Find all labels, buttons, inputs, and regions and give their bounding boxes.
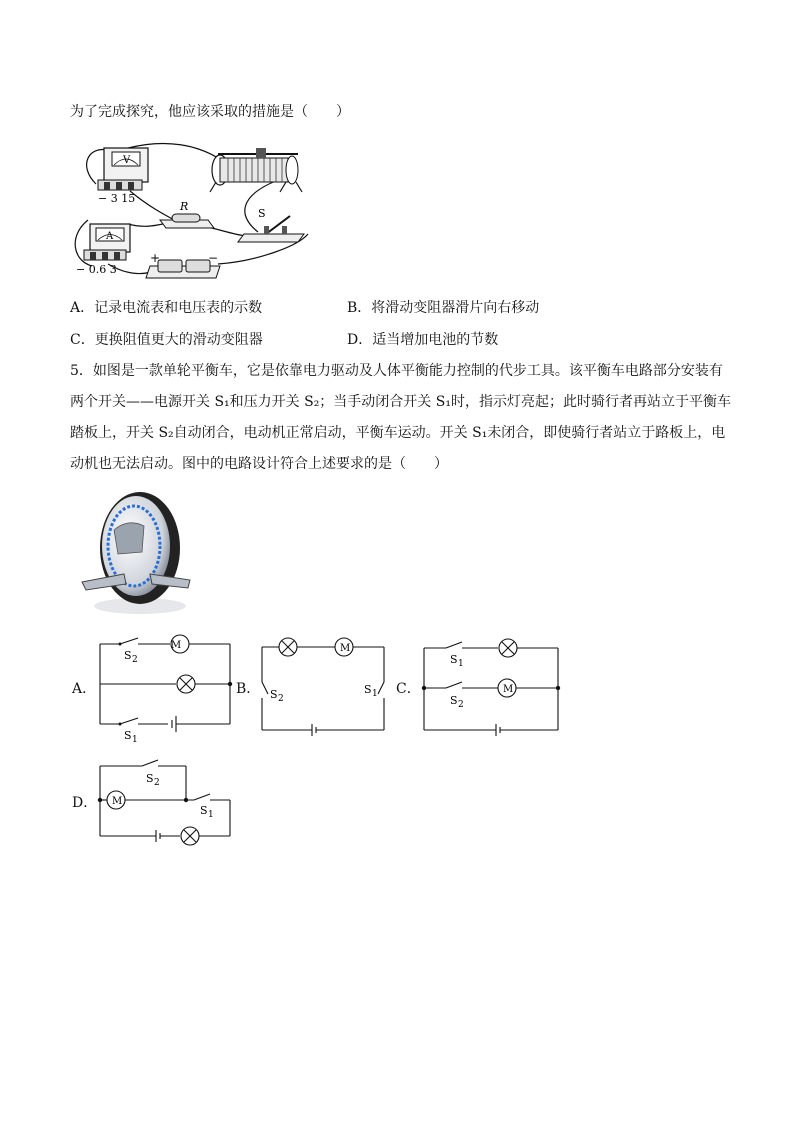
battery-minus: − (208, 251, 219, 265)
circuit-a-letter[interactable]: A． (72, 681, 97, 697)
option-a[interactable]: A．记录电流表和电压表的示数 (70, 300, 263, 316)
circuit-d-letter[interactable]: D． (72, 795, 98, 811)
question-4-stem: 为了完成探究，他应该采取的措施是（ ） (70, 104, 350, 120)
circuit-a-motor: M (170, 640, 182, 651)
voltmeter-terminal-labels: − 3 15 (98, 192, 136, 205)
circuit-c-motor: M (503, 684, 514, 695)
resistor (160, 200, 214, 228)
question-5-line-3: 踏板上，开关 S₂自动闭合，电动机正常启动，平衡车运动。开关 S₁未闭合，即使骑行者站立于路板上，电 (70, 425, 726, 441)
rheostat (210, 148, 302, 192)
voltmeter-symbol: V (123, 155, 131, 166)
option-d[interactable]: D．适当增加电池的节数 (347, 332, 499, 348)
circuit-d-s2: S (146, 772, 154, 785)
battery-plus: + (150, 251, 161, 265)
voltmeter (98, 148, 148, 205)
circuit-c-s2-sub: 2 (458, 700, 464, 710)
option-b[interactable]: B．将滑动变阻器滑片向右移动 (347, 300, 540, 316)
circuit-b-s1: S (364, 683, 372, 696)
circuit-b-s2: S (270, 688, 278, 701)
circuit-c-s1: S (450, 653, 458, 666)
circuit-a-s1-sub: 1 (132, 735, 138, 745)
resistor-label: R (180, 200, 189, 213)
circuit-b-s1-sub: 1 (372, 689, 378, 699)
switch (238, 207, 304, 242)
battery-pack (146, 251, 220, 278)
question-5-line-2: 两个开关——电源开关 S₁和压力开关 S₂；当手动闭合开关 S₁时，指示灯亮起；此时骑行者再站立于平衡车 (70, 394, 731, 410)
circuit-a[interactable] (96, 632, 236, 744)
circuit-a-s1: S (124, 729, 132, 742)
circuit-d-s1: S (200, 804, 208, 817)
question-5-line-4: 动机也无法启动。图中的电路设计符合上述要求的是（ ） (70, 456, 448, 472)
ammeter (76, 224, 130, 276)
circuit-c-s1-sub: 1 (458, 659, 464, 669)
circuit-c-s2: S (450, 694, 458, 707)
option-c[interactable]: C．更换阻值更大的滑动变阻器 (70, 332, 263, 348)
experiment-apparatus-figure (68, 136, 338, 296)
circuit-a-s2-sub: 2 (132, 655, 138, 665)
circuit-a-s2: S (124, 649, 132, 662)
circuit-b-motor: M (340, 643, 351, 654)
circuit-b-s2-sub: 2 (278, 694, 284, 704)
circuit-d[interactable] (96, 756, 236, 842)
circuit-d-s2-sub: 2 (154, 778, 160, 788)
circuit-c-letter[interactable]: C． (396, 681, 421, 697)
ammeter-terminal-labels: − 0.6 3 (76, 263, 117, 276)
switch-label: S (258, 207, 266, 220)
question-5-line-1: 5．如图是一款单轮平衡车，它是依靠电力驱动及人体平衡能力控制的代步工具。该平衡车电路部分安装有 (70, 363, 723, 379)
balance-unicycle-image (78, 490, 198, 618)
circuit-c[interactable] (420, 634, 564, 744)
circuit-d-motor: M (112, 796, 123, 807)
ammeter-symbol: A (106, 231, 114, 242)
circuit-b-letter[interactable]: B． (236, 681, 261, 697)
circuit-d-s1-sub: 1 (208, 810, 214, 820)
circuit-b[interactable] (258, 632, 398, 744)
